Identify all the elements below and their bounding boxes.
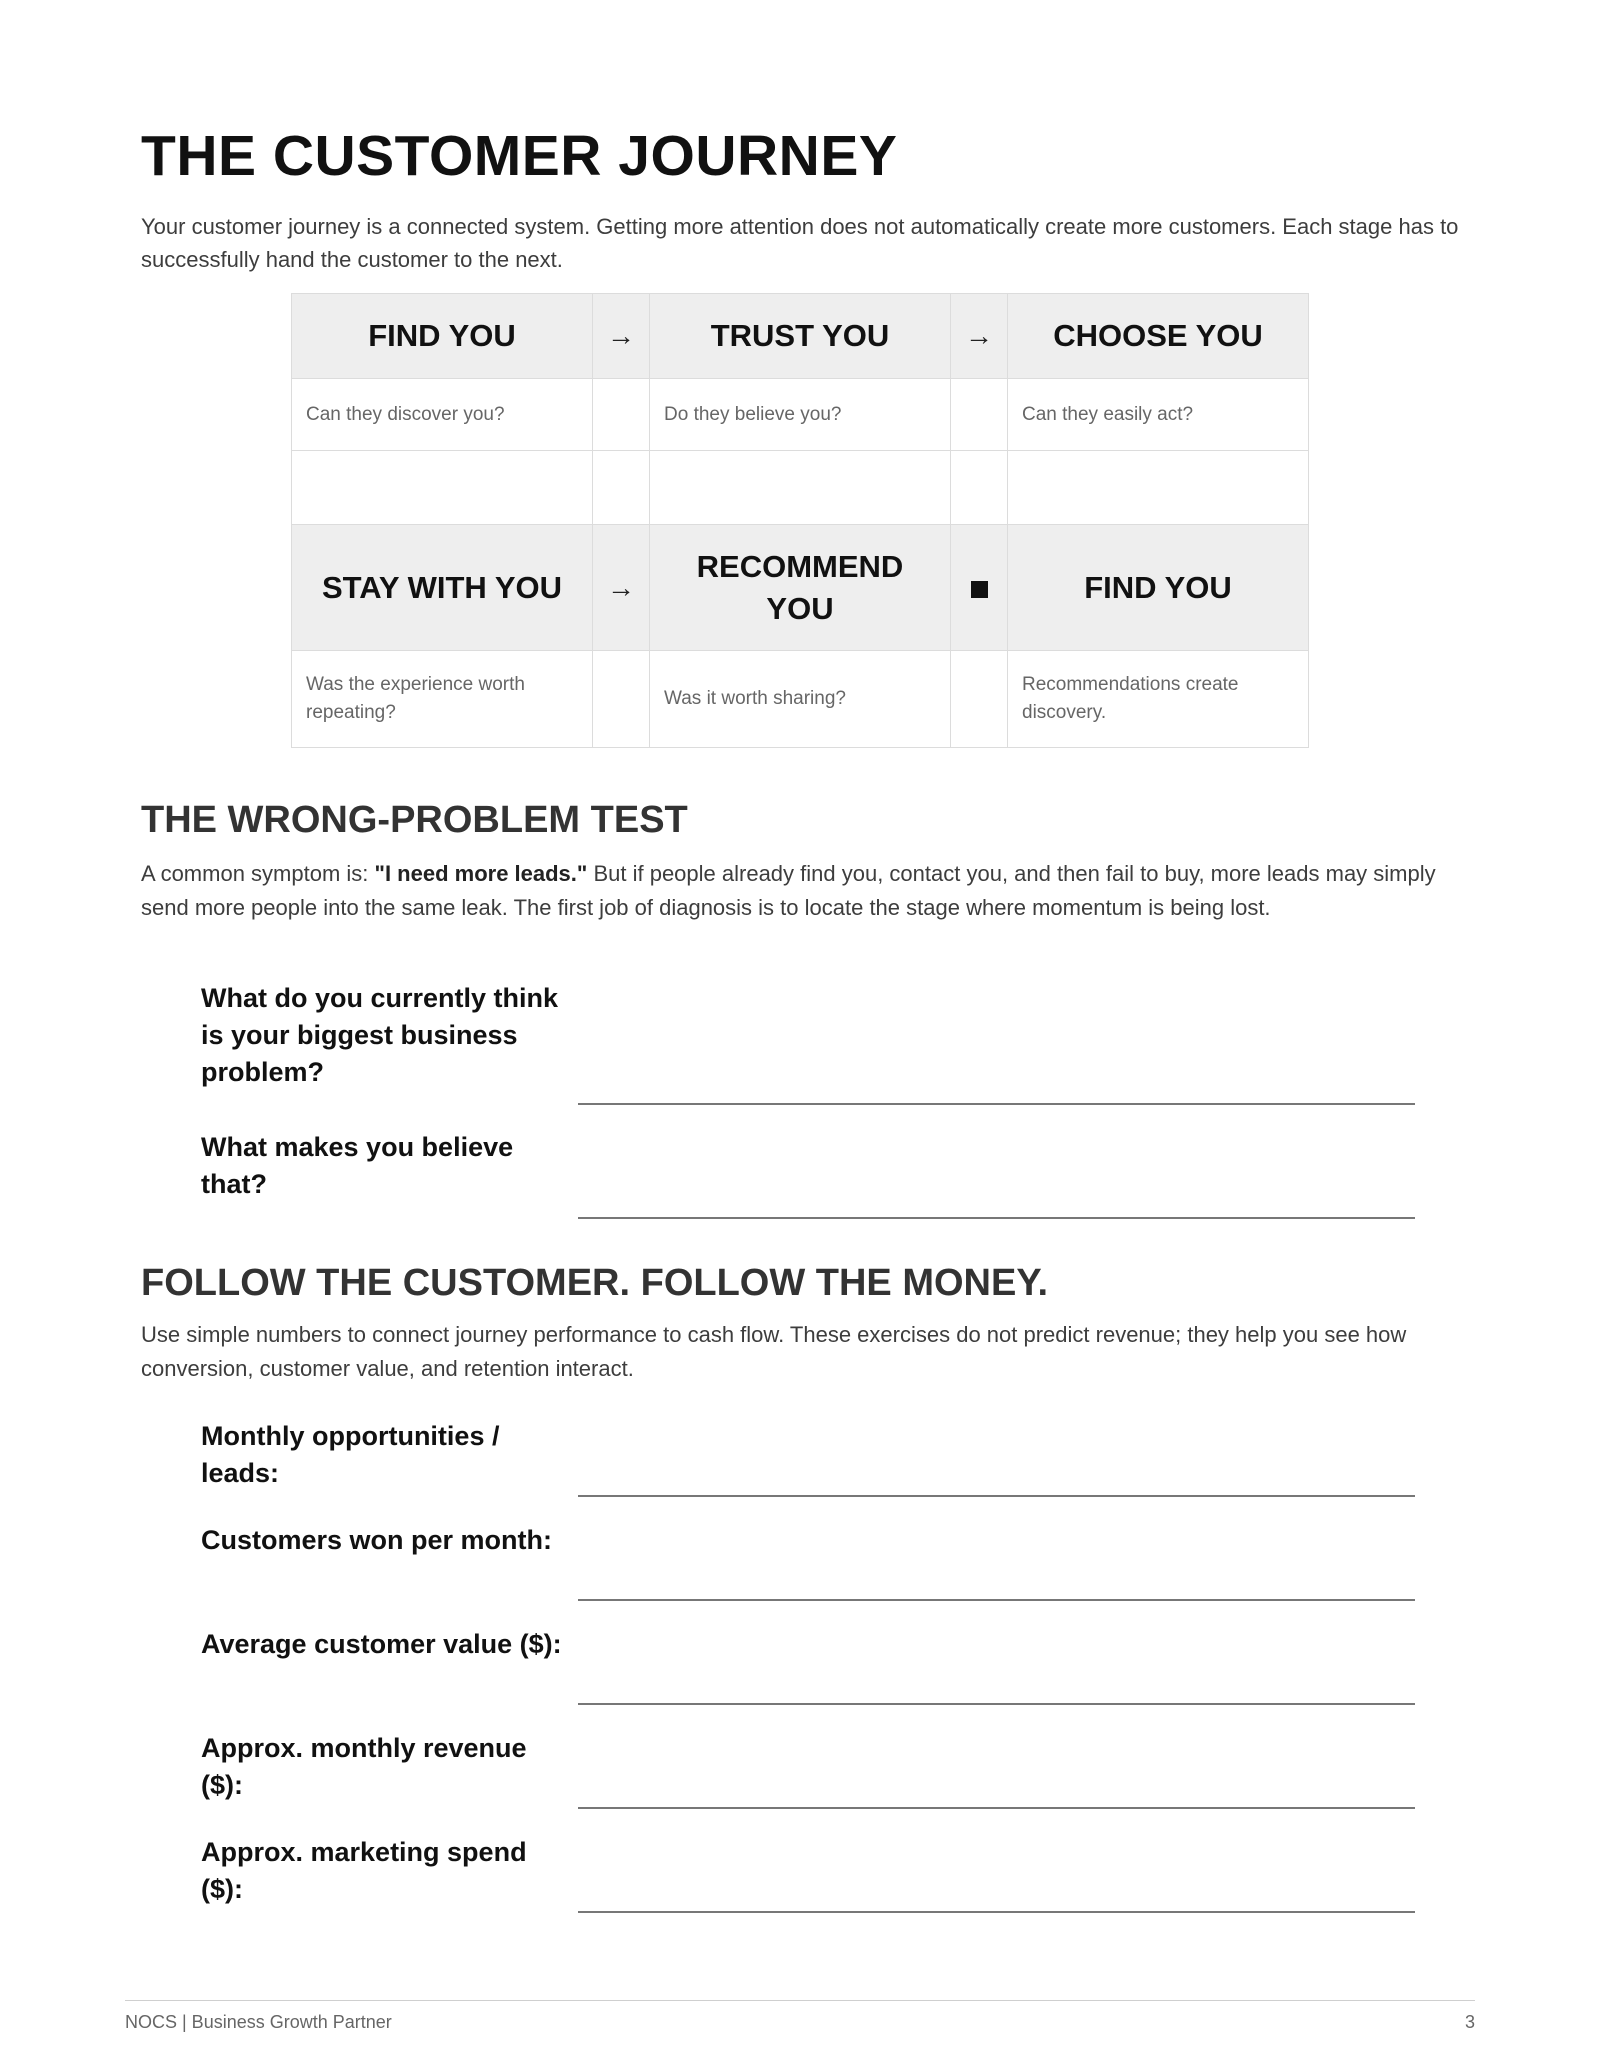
empty-cell xyxy=(593,651,650,748)
answer-line[interactable] xyxy=(578,1599,1415,1601)
stage-stay-with-you-desc: Was the experience worth repeating? xyxy=(292,651,593,748)
arrow-icon: → xyxy=(593,294,650,379)
empty-cell xyxy=(593,451,650,525)
stage-find-you-title: FIND YOU xyxy=(292,294,593,379)
stage-find-you-desc: Can they discover you? xyxy=(292,379,593,451)
field-label: Approx. monthly revenue ($): xyxy=(201,1733,527,1800)
follow-money-paragraph: Use simple numbers to connect journey performance to cash flow. These exercises do not predict revenue; they help you see how conversion, customer value, and retention interact. xyxy=(141,1322,1407,1381)
field-label: What makes you believe that? xyxy=(201,1132,514,1199)
stage-choose-you-title: CHOOSE YOU xyxy=(1008,294,1309,379)
answer-line[interactable] xyxy=(578,1911,1415,1913)
field-label: Customers won per month: xyxy=(201,1525,553,1555)
para-text: A common symptom is: xyxy=(141,861,375,886)
wrong-problem-heading: THE WRONG-PROBLEM TEST xyxy=(141,799,688,841)
journey-spacer-row xyxy=(292,451,1309,525)
para-emphasis: "I need more leads." xyxy=(374,861,588,886)
field-label: Approx. marketing spend ($): xyxy=(201,1837,527,1904)
page-title: THE CUSTOMER JOURNEY xyxy=(141,124,898,188)
field-label: What do you currently think is your biggest business problem? xyxy=(201,983,559,1087)
stage-stay-with-you-title: STAY WITH YOU xyxy=(292,525,593,651)
answer-line[interactable] xyxy=(578,1703,1415,1705)
footer-divider xyxy=(125,2000,1475,2001)
answer-line[interactable] xyxy=(578,1103,1415,1105)
customer-journey-table xyxy=(291,293,1309,748)
intro-paragraph: Your customer journey is a connected system. Getting more attention does not automatically create more customers. Each stage has to successfully hand the customer to the next. xyxy=(141,214,1459,272)
journey-row1-titles xyxy=(292,294,1309,379)
arrow-icon: → xyxy=(593,525,650,651)
para-text: But if people already find you, contact you, and then fail to buy, more leads may simply send more people into the same leak. The first job of diagnosis is to locate the stage where momentum is being lost. xyxy=(141,861,1436,920)
answer-line[interactable] xyxy=(578,1217,1415,1219)
empty-cell xyxy=(292,451,593,525)
field-label: Average customer value ($): xyxy=(201,1629,562,1659)
stage-trust-you-desc: Do they believe you? xyxy=(650,379,951,451)
follow-money-heading: FOLLOW THE CUSTOMER. FOLLOW THE MONEY. xyxy=(141,1262,1049,1304)
field-label: Monthly opportunities / leads: xyxy=(201,1421,500,1488)
empty-cell xyxy=(1008,451,1309,525)
empty-cell xyxy=(593,379,650,451)
journey-row1-descriptions xyxy=(292,379,1309,451)
stage-find-you-again-title: FIND YOU xyxy=(1008,525,1309,651)
empty-cell xyxy=(650,451,951,525)
footer-brand: NOCS | Business Growth Partner xyxy=(125,2012,392,2032)
stage-trust-you-title: TRUST YOU xyxy=(650,294,951,379)
empty-cell xyxy=(951,651,1008,748)
empty-cell xyxy=(951,379,1008,451)
stage-choose-you-desc: Can they easily act? xyxy=(1008,379,1309,451)
page-number: 3 xyxy=(1464,2012,1475,2032)
stage-find-you-again-desc: Recommendations create discovery. xyxy=(1008,651,1309,748)
answer-line[interactable] xyxy=(578,1807,1415,1809)
answer-line[interactable] xyxy=(578,1495,1415,1497)
loop-square-icon xyxy=(951,525,1008,651)
journey-row2-descriptions xyxy=(292,651,1309,748)
stage-recommend-you-title: RECOMMEND YOU xyxy=(650,525,951,651)
wrong-problem-paragraph xyxy=(141,857,1471,925)
arrow-icon: → xyxy=(951,294,1008,379)
stage-recommend-you-desc: Was it worth sharing? xyxy=(650,651,951,748)
journey-row2-titles xyxy=(292,525,1309,651)
empty-cell xyxy=(951,451,1008,525)
